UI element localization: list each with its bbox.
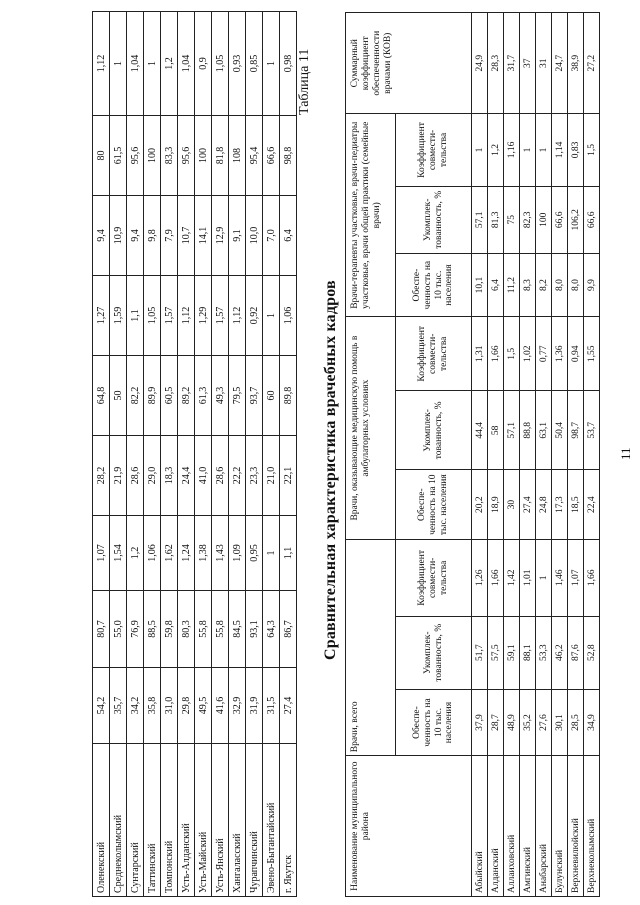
value-cell: 28,7 bbox=[488, 689, 504, 755]
value-cell: 34,2 bbox=[127, 668, 144, 744]
value-cell: 28,5 bbox=[568, 689, 584, 755]
value-cell: 1,04 bbox=[178, 12, 195, 116]
value-cell: 24,4 bbox=[178, 436, 195, 516]
header-coefficient: Коэффициент совмести-тельства bbox=[396, 317, 472, 391]
header-coefficient: Коэффициент совмести-тельства bbox=[396, 540, 472, 617]
value-cell: 1 bbox=[263, 12, 280, 116]
value-cell: 1,12 bbox=[178, 276, 195, 356]
value-cell: 53,7 bbox=[584, 391, 600, 470]
header-staffing: Укомплек-тованность, % bbox=[396, 616, 472, 689]
table-row bbox=[110, 12, 127, 897]
value-cell: 66,6 bbox=[263, 116, 280, 196]
value-cell: 14,1 bbox=[195, 196, 212, 276]
value-cell: 83,3 bbox=[161, 116, 178, 196]
value-cell: 32,9 bbox=[229, 668, 246, 744]
value-cell: 1,09 bbox=[229, 516, 246, 591]
value-cell: 1,04 bbox=[127, 12, 144, 116]
region-name-cell: Чурапчинский bbox=[246, 744, 263, 897]
value-cell: 53,3 bbox=[536, 616, 552, 689]
region-name-cell: Хангаласский bbox=[229, 744, 246, 897]
value-cell: 27,2 bbox=[584, 13, 600, 114]
value-cell: 95,4 bbox=[246, 116, 263, 196]
header-total-coefficient: Суммарный коэффициент обеспеченности врачами (КОВ) bbox=[346, 13, 472, 114]
value-cell: 82,2 bbox=[127, 356, 144, 436]
value-cell: 23,3 bbox=[246, 436, 263, 516]
value-cell: 79,5 bbox=[229, 356, 246, 436]
value-cell: 55,8 bbox=[212, 591, 229, 668]
table-row bbox=[584, 13, 600, 897]
table-row bbox=[280, 12, 297, 897]
table-row bbox=[504, 13, 520, 897]
value-cell: 55,8 bbox=[195, 591, 212, 668]
region-name-cell: Абыйский bbox=[472, 756, 488, 897]
value-cell: 22,1 bbox=[280, 436, 297, 516]
value-cell: 10,7 bbox=[178, 196, 195, 276]
value-cell: 1 bbox=[536, 540, 552, 617]
value-cell: 88,8 bbox=[520, 391, 536, 470]
value-cell: 28,3 bbox=[488, 13, 504, 114]
value-cell: 1,66 bbox=[584, 540, 600, 617]
value-cell: 1,57 bbox=[161, 276, 178, 356]
header-region: Наименование муниципального района bbox=[346, 756, 472, 897]
value-cell: 1,5 bbox=[504, 317, 520, 391]
table-label: Таблица 11 bbox=[297, 48, 312, 115]
page-number: 11 bbox=[618, 447, 633, 460]
value-cell: 35,2 bbox=[520, 689, 536, 755]
value-cell: 1,2 bbox=[161, 12, 178, 116]
value-cell: 1,16 bbox=[504, 114, 520, 186]
value-cell: 31,7 bbox=[504, 13, 520, 114]
region-name-cell: Верхневилюйский bbox=[568, 756, 584, 897]
value-cell: 95,6 bbox=[178, 116, 195, 196]
value-cell: 54,2 bbox=[93, 668, 110, 744]
region-name-cell: Оленекский bbox=[93, 744, 110, 897]
value-cell: 52,8 bbox=[584, 616, 600, 689]
region-name-cell: Эвено-Бытантайский bbox=[263, 744, 280, 897]
value-cell: 59,8 bbox=[161, 591, 178, 668]
region-name-cell: г. Якутск bbox=[280, 744, 297, 897]
value-cell: 1,06 bbox=[280, 276, 297, 356]
region-name-cell: Усть-Алданский bbox=[178, 744, 195, 897]
table-row bbox=[161, 12, 178, 897]
value-cell: 61,3 bbox=[195, 356, 212, 436]
value-cell: 60,5 bbox=[161, 356, 178, 436]
value-cell: 1,31 bbox=[472, 317, 488, 391]
value-cell: 63,1 bbox=[536, 391, 552, 470]
value-cell: 27,4 bbox=[280, 668, 297, 744]
header-doctors-therapists: Врачи-терапевты участковые, врачи-педиатры участковые, врачи общей практики (семейные врачи) bbox=[346, 114, 396, 317]
value-cell: 30,1 bbox=[552, 689, 568, 755]
value-cell: 49,3 bbox=[212, 356, 229, 436]
value-cell: 31,5 bbox=[263, 668, 280, 744]
value-cell: 1,06 bbox=[144, 516, 161, 591]
value-cell: 1,01 bbox=[520, 540, 536, 617]
table-row bbox=[229, 12, 246, 897]
value-cell: 81,8 bbox=[212, 116, 229, 196]
value-cell: 9,1 bbox=[229, 196, 246, 276]
value-cell: 82,3 bbox=[520, 186, 536, 254]
value-cell: 48,9 bbox=[504, 689, 520, 755]
value-cell: 29,0 bbox=[144, 436, 161, 516]
table-row bbox=[552, 13, 568, 897]
region-name-cell: Среднеколымский bbox=[110, 744, 127, 897]
value-cell: 41,0 bbox=[195, 436, 212, 516]
value-cell: 31 bbox=[536, 13, 552, 114]
region-name-cell: Усть-Майский bbox=[195, 744, 212, 897]
value-cell: 1,07 bbox=[93, 516, 110, 591]
value-cell: 59,1 bbox=[504, 616, 520, 689]
region-name-cell: Томпонский bbox=[161, 744, 178, 897]
value-cell: 1,5 bbox=[584, 114, 600, 186]
value-cell: 7,0 bbox=[263, 196, 280, 276]
value-cell: 7,9 bbox=[161, 196, 178, 276]
region-name-cell: Верхнеколымский bbox=[584, 756, 600, 897]
value-cell: 28,2 bbox=[93, 436, 110, 516]
value-cell: 87,6 bbox=[568, 616, 584, 689]
value-cell: 1,38 bbox=[195, 516, 212, 591]
value-cell: 93,1 bbox=[246, 591, 263, 668]
header-supply: Обеспе-ченность на 10 тыс. населения bbox=[396, 689, 472, 755]
value-cell: 88,1 bbox=[520, 616, 536, 689]
value-cell: 24,9 bbox=[472, 13, 488, 114]
value-cell: 98,8 bbox=[280, 116, 297, 196]
value-cell: 0,93 bbox=[229, 12, 246, 116]
value-cell: 100 bbox=[536, 186, 552, 254]
bottom-table-body bbox=[472, 13, 600, 897]
value-cell: 60 bbox=[263, 356, 280, 436]
value-cell: 1,43 bbox=[212, 516, 229, 591]
table-row bbox=[488, 13, 504, 897]
value-cell: 17,3 bbox=[552, 470, 568, 540]
region-name-cell: Алданский bbox=[488, 756, 504, 897]
value-cell: 1,36 bbox=[552, 317, 568, 391]
value-cell: 84,5 bbox=[229, 591, 246, 668]
region-name-cell: Сунтарский bbox=[127, 744, 144, 897]
value-cell: 10,1 bbox=[472, 254, 488, 317]
value-cell: 1,46 bbox=[552, 540, 568, 617]
value-cell: 34,9 bbox=[584, 689, 600, 755]
value-cell: 58 bbox=[488, 391, 504, 470]
value-cell: 57,5 bbox=[488, 616, 504, 689]
value-cell: 89,2 bbox=[178, 356, 195, 436]
value-cell: 1,07 bbox=[568, 540, 584, 617]
value-cell: 57,1 bbox=[504, 391, 520, 470]
value-cell: 1,05 bbox=[212, 12, 229, 116]
value-cell: 28,6 bbox=[212, 436, 229, 516]
table-row bbox=[246, 12, 263, 897]
value-cell: 18,9 bbox=[488, 470, 504, 540]
value-cell: 1,12 bbox=[229, 276, 246, 356]
value-cell: 64,8 bbox=[93, 356, 110, 436]
value-cell: 81,3 bbox=[488, 186, 504, 254]
value-cell: 75 bbox=[504, 186, 520, 254]
value-cell: 35,7 bbox=[110, 668, 127, 744]
value-cell: 41,6 bbox=[212, 668, 229, 744]
table-row bbox=[520, 13, 536, 897]
value-cell: 1,59 bbox=[110, 276, 127, 356]
value-cell: 50,4 bbox=[552, 391, 568, 470]
value-cell: 51,7 bbox=[472, 616, 488, 689]
value-cell: 1,66 bbox=[488, 540, 504, 617]
value-cell: 95,6 bbox=[127, 116, 144, 196]
value-cell: 21,0 bbox=[263, 436, 280, 516]
header-doctors-total: Врачи, всего bbox=[346, 540, 396, 756]
value-cell: 29,8 bbox=[178, 668, 195, 744]
value-cell: 89,9 bbox=[144, 356, 161, 436]
value-cell: 86,7 bbox=[280, 591, 297, 668]
value-cell: 80 bbox=[93, 116, 110, 196]
value-cell: 100 bbox=[195, 116, 212, 196]
value-cell: 18,3 bbox=[161, 436, 178, 516]
header-supply: Обеспе-ченность на 10 тыс. населения bbox=[396, 254, 472, 317]
value-cell: 0,98 bbox=[280, 12, 297, 116]
value-cell: 1,42 bbox=[504, 540, 520, 617]
value-cell: 1 bbox=[263, 516, 280, 591]
value-cell: 88,5 bbox=[144, 591, 161, 668]
value-cell: 0,92 bbox=[246, 276, 263, 356]
value-cell: 0,83 bbox=[568, 114, 584, 186]
value-cell: 49,5 bbox=[195, 668, 212, 744]
value-cell: 66,6 bbox=[584, 186, 600, 254]
value-cell: 8,0 bbox=[552, 254, 568, 317]
value-cell: 1,1 bbox=[280, 516, 297, 591]
value-cell: 35,8 bbox=[144, 668, 161, 744]
top-table bbox=[92, 11, 297, 897]
table-row bbox=[127, 12, 144, 897]
value-cell: 1 bbox=[472, 114, 488, 186]
header-supply: Обеспе-ченность на 10 тыс. населения bbox=[396, 470, 472, 540]
value-cell: 80,7 bbox=[93, 591, 110, 668]
value-cell: 1,29 bbox=[195, 276, 212, 356]
value-cell: 24,8 bbox=[536, 470, 552, 540]
value-cell: 1,26 bbox=[472, 540, 488, 617]
value-cell: 27,6 bbox=[536, 689, 552, 755]
value-cell: 1,66 bbox=[488, 317, 504, 391]
table-row bbox=[568, 13, 584, 897]
value-cell: 93,7 bbox=[246, 356, 263, 436]
value-cell: 20,2 bbox=[472, 470, 488, 540]
value-cell: 1 bbox=[144, 12, 161, 116]
value-cell: 76,9 bbox=[127, 591, 144, 668]
value-cell: 1,55 bbox=[584, 317, 600, 391]
value-cell: 1 bbox=[110, 12, 127, 116]
value-cell: 1 bbox=[520, 114, 536, 186]
value-cell: 6,4 bbox=[280, 196, 297, 276]
value-cell: 57,1 bbox=[472, 186, 488, 254]
value-cell: 50 bbox=[110, 356, 127, 436]
region-name-cell: Таттинский bbox=[144, 744, 161, 897]
value-cell: 0,94 bbox=[568, 317, 584, 391]
table-row bbox=[536, 13, 552, 897]
value-cell: 8,3 bbox=[520, 254, 536, 317]
value-cell: 9,9 bbox=[584, 254, 600, 317]
value-cell: 0,77 bbox=[536, 317, 552, 391]
value-cell: 11,2 bbox=[504, 254, 520, 317]
value-cell: 1,02 bbox=[520, 317, 536, 391]
value-cell: 46,2 bbox=[552, 616, 568, 689]
value-cell: 21,9 bbox=[110, 436, 127, 516]
bottom-table bbox=[345, 12, 600, 897]
value-cell: 30 bbox=[504, 470, 520, 540]
value-cell: 66,6 bbox=[552, 186, 568, 254]
table-row bbox=[472, 13, 488, 897]
value-cell: 64,3 bbox=[263, 591, 280, 668]
value-cell: 10,0 bbox=[246, 196, 263, 276]
table-row bbox=[144, 12, 161, 897]
value-cell: 1,12 bbox=[93, 12, 110, 116]
value-cell: 6,4 bbox=[488, 254, 504, 317]
value-cell: 44,4 bbox=[472, 391, 488, 470]
value-cell: 98,7 bbox=[568, 391, 584, 470]
value-cell: 31,9 bbox=[246, 668, 263, 744]
region-name-cell: Аллаиховский bbox=[504, 756, 520, 897]
table-row bbox=[263, 12, 280, 897]
region-name-cell: Анабарский bbox=[536, 756, 552, 897]
header-staffing: Укомплек-тованность, % bbox=[396, 186, 472, 254]
value-cell: 100 bbox=[144, 116, 161, 196]
value-cell: 24,7 bbox=[552, 13, 568, 114]
table-row bbox=[212, 12, 229, 897]
table-title: Сравнительная характеристика врачебных кадров bbox=[322, 280, 339, 660]
table-row bbox=[195, 12, 212, 897]
region-name-cell: Амгинский bbox=[520, 756, 536, 897]
value-cell: 1 bbox=[263, 276, 280, 356]
value-cell: 55,0 bbox=[110, 591, 127, 668]
value-cell: 1 bbox=[536, 114, 552, 186]
region-name-cell: Булунский bbox=[552, 756, 568, 897]
value-cell: 0,85 bbox=[246, 12, 263, 116]
value-cell: 108 bbox=[229, 116, 246, 196]
value-cell: 9,4 bbox=[93, 196, 110, 276]
value-cell: 1,2 bbox=[488, 114, 504, 186]
value-cell: 1,24 bbox=[178, 516, 195, 591]
value-cell: 12,9 bbox=[212, 196, 229, 276]
table-row bbox=[178, 12, 195, 897]
value-cell: 27,4 bbox=[520, 470, 536, 540]
value-cell: 22,4 bbox=[584, 470, 600, 540]
header-doctors-ambulatory: Врачи, оказывающие медицинскую помощь в амбулаторных условиях bbox=[346, 317, 396, 540]
header-coefficient: Коэффициент совмести-тельства bbox=[396, 114, 472, 186]
value-cell: 28,6 bbox=[127, 436, 144, 516]
value-cell: 80,3 bbox=[178, 591, 195, 668]
value-cell: 1,14 bbox=[552, 114, 568, 186]
value-cell: 1,2 bbox=[127, 516, 144, 591]
header-staffing: Укомплек-тованность, % bbox=[396, 391, 472, 470]
value-cell: 0,9 bbox=[195, 12, 212, 116]
value-cell: 22,2 bbox=[229, 436, 246, 516]
value-cell: 38,9 bbox=[568, 13, 584, 114]
value-cell: 61,5 bbox=[110, 116, 127, 196]
value-cell: 37,9 bbox=[472, 689, 488, 755]
table-row bbox=[93, 12, 110, 897]
value-cell: 0,95 bbox=[246, 516, 263, 591]
region-name-cell: Усть-Янский bbox=[212, 744, 229, 897]
value-cell: 18,5 bbox=[568, 470, 584, 540]
value-cell: 1,57 bbox=[212, 276, 229, 356]
value-cell: 37 bbox=[520, 13, 536, 114]
value-cell: 9,4 bbox=[127, 196, 144, 276]
value-cell: 1,05 bbox=[144, 276, 161, 356]
value-cell: 106,2 bbox=[568, 186, 584, 254]
value-cell: 1,27 bbox=[93, 276, 110, 356]
value-cell: 1,54 bbox=[110, 516, 127, 591]
value-cell: 89,8 bbox=[280, 356, 297, 436]
value-cell: 8,0 bbox=[568, 254, 584, 317]
value-cell: 8,2 bbox=[536, 254, 552, 317]
top-table-body bbox=[93, 12, 297, 897]
value-cell: 1,1 bbox=[127, 276, 144, 356]
value-cell: 1,62 bbox=[161, 516, 178, 591]
value-cell: 9,8 bbox=[144, 196, 161, 276]
value-cell: 10,9 bbox=[110, 196, 127, 276]
value-cell: 31,0 bbox=[161, 668, 178, 744]
